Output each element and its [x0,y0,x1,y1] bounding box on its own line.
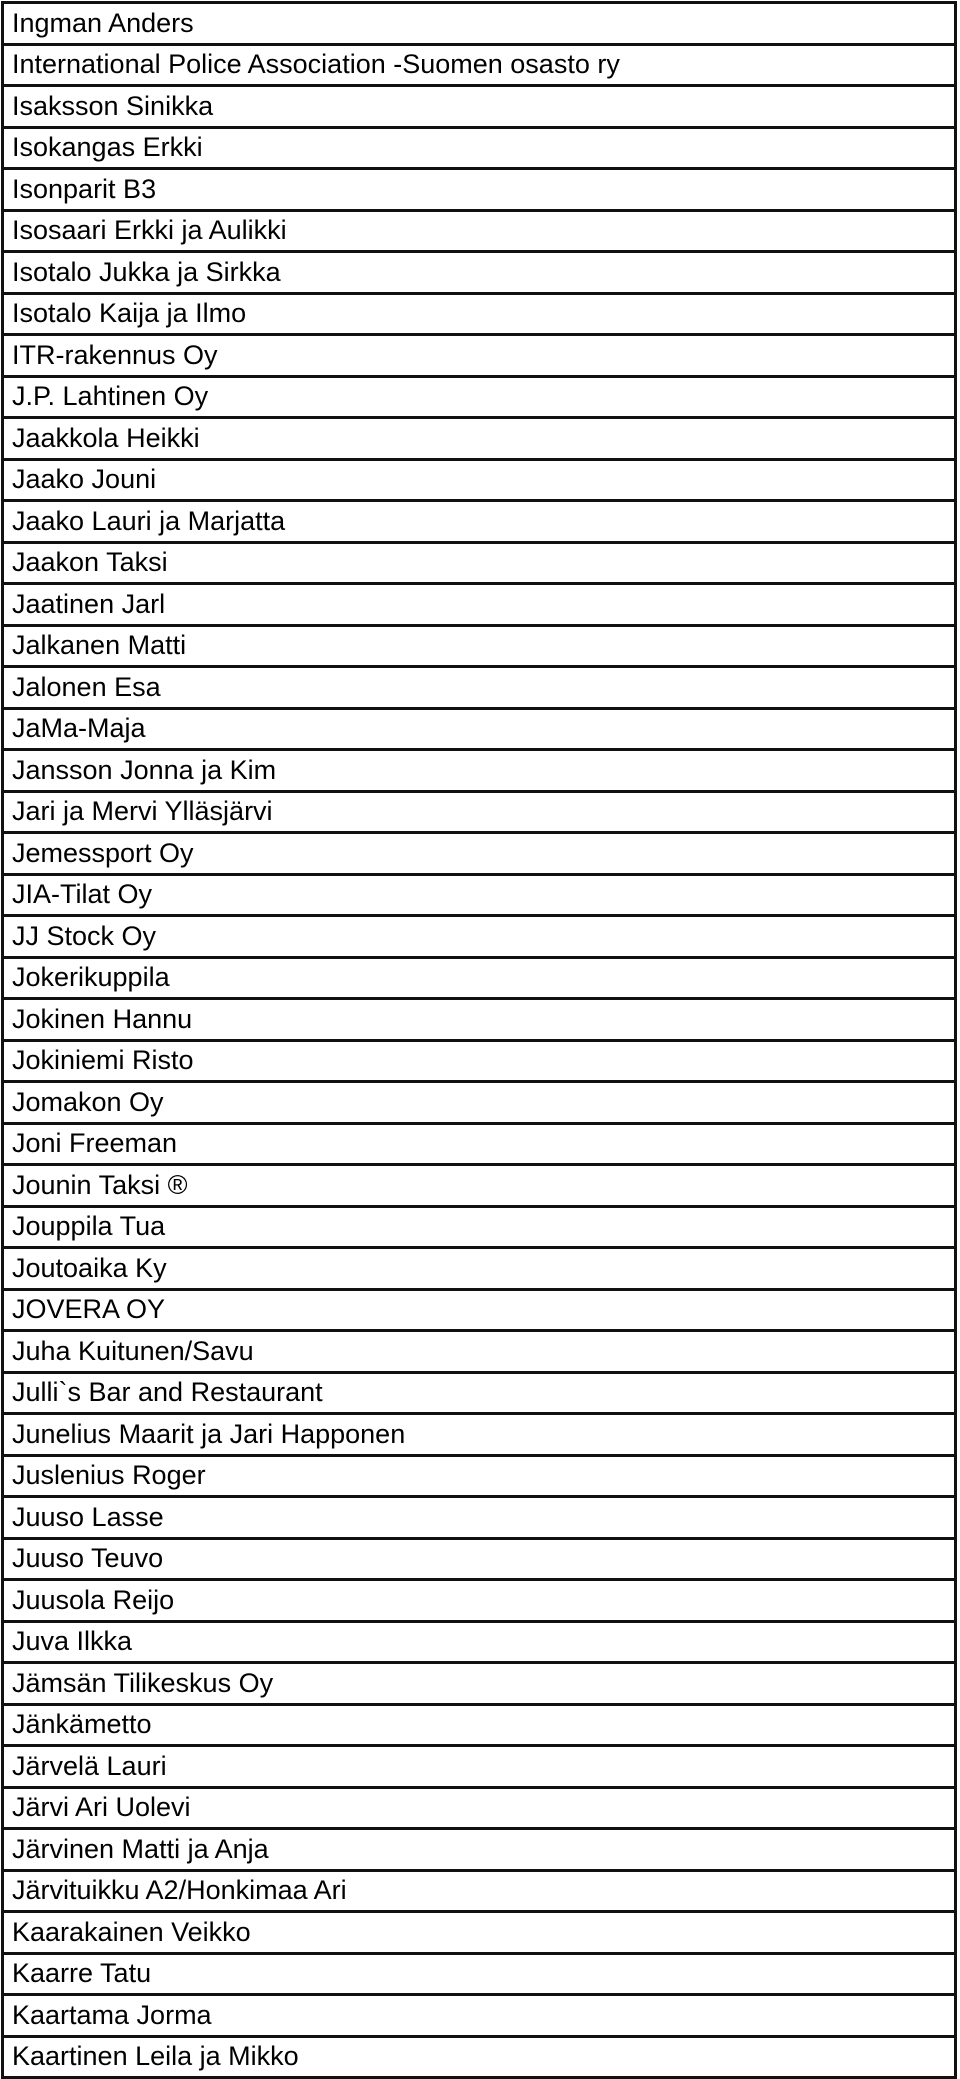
name-cell: Jari ja Mervi Ylläsjärvi [3,791,956,833]
name-cell: Kaartinen Leila ja Mikko [3,2036,956,2078]
table-row [3,1372,956,1414]
table-row [3,791,956,833]
name-cell: JaMa-Maja [3,708,956,750]
name-cell: Juuso Teuvo [3,1538,956,1580]
table-row [3,833,956,875]
table-row [3,1289,956,1331]
table-row [3,1663,956,1705]
table-row [3,501,956,543]
table-row [3,252,956,294]
name-cell: JOVERA OY [3,1289,956,1331]
table-row [3,1704,956,1746]
table-row [3,86,956,128]
name-cell: Jänkämetto [3,1704,956,1746]
table-row [3,127,956,169]
name-cell: Isonparit B3 [3,169,956,211]
name-cell: Jämsän Tilikeskus Oy [3,1663,956,1705]
name-list-body [3,3,956,2078]
name-cell: Joutoaika Ky [3,1248,956,1290]
name-cell: Jokinen Hannu [3,999,956,1041]
name-cell: Kaartama Jorma [3,1995,956,2037]
name-cell: Jalonen Esa [3,667,956,709]
name-cell: Isokangas Erkki [3,127,956,169]
name-cell: Julli`s Bar and Restaurant [3,1372,956,1414]
table-row [3,542,956,584]
table-row [3,916,956,958]
table-row [3,3,956,45]
name-cell: J.P. Lahtinen Oy [3,376,956,418]
name-cell: Kaarre Tatu [3,1953,956,1995]
table-row [3,957,956,999]
table-row [3,708,956,750]
table-row [3,293,956,335]
name-cell: Jomakon Oy [3,1082,956,1124]
name-cell: Ingman Anders [3,3,956,45]
table-row [3,1455,956,1497]
name-cell: Jounin Taksi ® [3,1165,956,1207]
name-cell: ITR-rakennus Oy [3,335,956,377]
table-row [3,1912,956,1954]
table-row [3,1123,956,1165]
table-row [3,1829,956,1871]
table-row [3,625,956,667]
name-cell: Jaakkola Heikki [3,418,956,460]
table-row [3,335,956,377]
name-cell: Juha Kuitunen/Savu [3,1331,956,1373]
table-row [3,1538,956,1580]
table-row [3,210,956,252]
table-row [3,1746,956,1788]
name-cell: Jokiniemi Risto [3,1040,956,1082]
name-cell: Jaako Lauri ja Marjatta [3,501,956,543]
table-row [3,1497,956,1539]
table-row [3,1580,956,1622]
name-cell: Jemessport Oy [3,833,956,875]
table-row [3,874,956,916]
name-cell: Isaksson Sinikka [3,86,956,128]
name-cell: Isotalo Jukka ja Sirkka [3,252,956,294]
name-cell: Joni Freeman [3,1123,956,1165]
table-row [3,1621,956,1663]
name-cell: International Police Association -Suomen osasto ry [3,44,956,86]
table-row [3,418,956,460]
table-row [3,1248,956,1290]
name-cell: Juuso Lasse [3,1497,956,1539]
table-row [3,1082,956,1124]
name-cell: Isosaari Erkki ja Aulikki [3,210,956,252]
name-cell: Järvelä Lauri [3,1746,956,1788]
table-row [3,1040,956,1082]
name-cell: Juslenius Roger [3,1455,956,1497]
table-row [3,1995,956,2037]
name-cell: Järvi Ari Uolevi [3,1787,956,1829]
name-cell: Jokerikuppila [3,957,956,999]
table-row [3,1953,956,1995]
table-row [3,1414,956,1456]
name-cell: Jaakon Taksi [3,542,956,584]
name-cell: Jaatinen Jarl [3,584,956,626]
name-cell: Järvinen Matti ja Anja [3,1829,956,1871]
name-cell: Kaarakainen Veikko [3,1912,956,1954]
table-row [3,667,956,709]
name-cell: Jouppila Tua [3,1206,956,1248]
name-cell: Jansson Jonna ja Kim [3,750,956,792]
table-row [3,376,956,418]
table-row [3,1331,956,1373]
name-cell: JIA-Tilat Oy [3,874,956,916]
name-cell: Järvituikku A2/Honkimaa Ari [3,1870,956,1912]
table-row [3,2036,956,2078]
name-cell: JJ Stock Oy [3,916,956,958]
name-cell: Junelius Maarit ja Jari Happonen [3,1414,956,1456]
name-cell: Jalkanen Matti [3,625,956,667]
table-row [3,584,956,626]
name-cell: Juva Ilkka [3,1621,956,1663]
name-cell: Juusola Reijo [3,1580,956,1622]
name-cell: Jaako Jouni [3,459,956,501]
table-row [3,999,956,1041]
table-row [3,1206,956,1248]
name-cell: Isotalo Kaija ja Ilmo [3,293,956,335]
table-row [3,169,956,211]
table-row [3,1165,956,1207]
table-row [3,44,956,86]
name-list-table [1,1,957,2079]
table-row [3,1870,956,1912]
table-row [3,1787,956,1829]
table-row [3,459,956,501]
table-row [3,750,956,792]
